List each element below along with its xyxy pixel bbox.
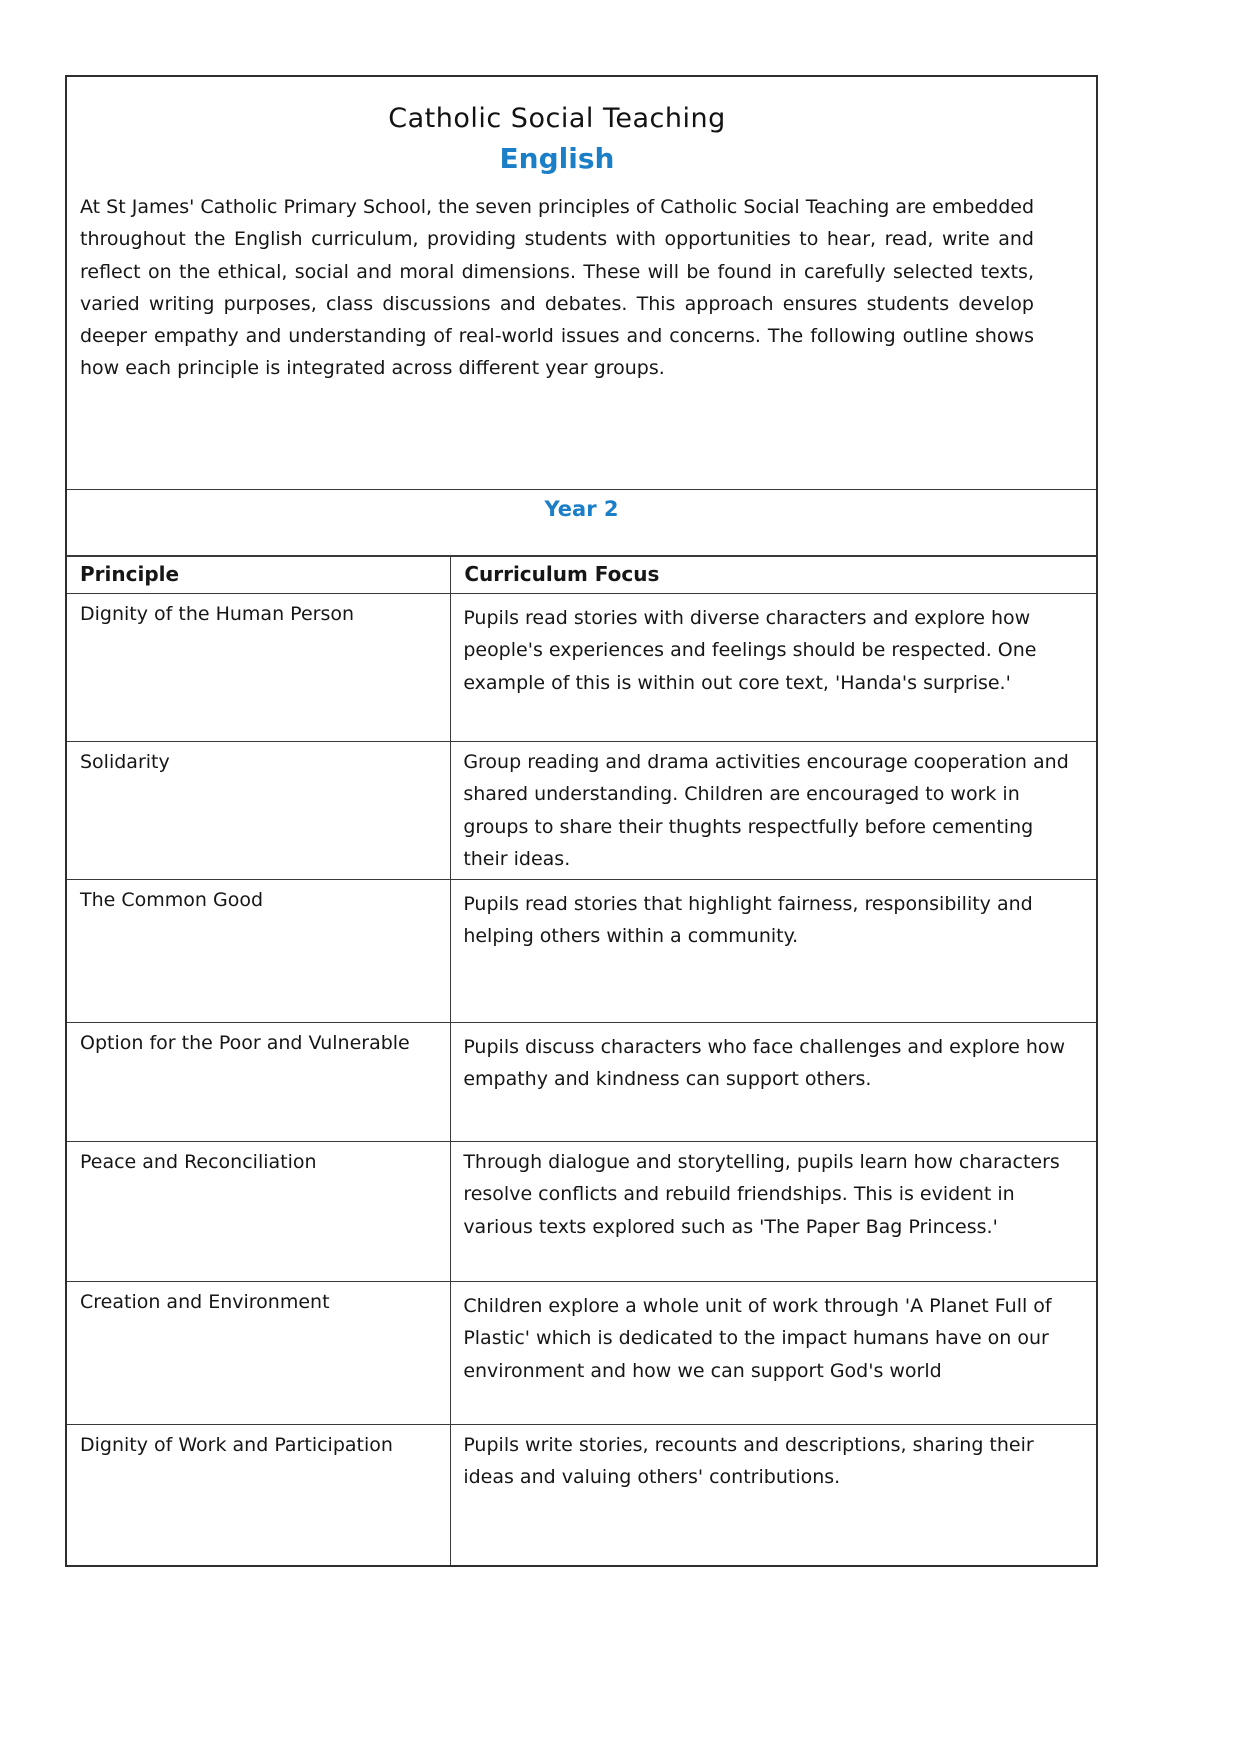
year-group-label: Year 2 [544,497,619,521]
principle-cell: Peace and Reconciliation [67,1142,451,1282]
principle-cell: Solidarity [67,742,451,880]
table-row [67,880,1096,1023]
curriculum-table [67,556,1096,1565]
principle-cell: Creation and Environment [67,1282,451,1425]
document-frame [65,75,1098,1567]
table-row [67,1142,1096,1282]
curriculum-focus-cell: Through dialogue and storytelling, pupils learn how characters resolve conflicts and rebuild friendships. This is evident in various texts explored such as 'The Paper Bag Princess.' [451,1142,1096,1282]
curriculum-focus-cell: Pupils read stories with diverse characters and explore how people's experiences and feelings should be respected. One example of this is within out core text, 'Handa's surprise.' [451,594,1096,742]
table-row [67,1282,1096,1425]
table-header-row [67,557,1096,594]
table-row [67,1425,1096,1565]
column-header-curriculum-focus: Curriculum Focus [451,557,1096,594]
principle-cell: Option for the Poor and Vulnerable [67,1023,451,1142]
intro-paragraph: At St James' Catholic Primary School, the seven principles of Catholic Social Teaching are embedded throughout the English curriculum, providing students with opportunities to hear, read, write and reflect on the ethical, social and moral dimensions. These will be found in carefully selected texts, varied writing purposes, class discussions and debates. This approach ensures students develop deeper empathy and understanding of real-world issues and concerns. The following outline shows how each principle is integrated across different year groups. [80,196,1034,380]
principle-cell: Dignity of the Human Person [67,594,451,742]
document-title: Catholic Social Teaching [388,103,726,134]
principle-cell: The Common Good [67,880,451,1023]
table-row [67,594,1096,742]
curriculum-focus-cell: Group reading and drama activities encourage cooperation and shared understanding. Children are encouraged to work in groups to share their thughts respectfully before cementing their ideas. [451,742,1096,880]
document-subject-title: English [499,142,615,175]
document-header [67,77,1096,490]
table-row [67,1023,1096,1142]
curriculum-focus-cell: Pupils write stories, recounts and descriptions, sharing their ideas and valuing others' contributions. [451,1425,1096,1565]
year-group-band [67,490,1096,556]
column-header-principle: Principle [67,557,451,594]
curriculum-focus-cell: Pupils read stories that highlight fairness, responsibility and helping others within a community. [451,880,1096,1023]
curriculum-focus-cell: Children explore a whole unit of work through 'A Planet Full of Plastic' which is dedicated to the impact humans have on our environment and how we can support God's world [451,1282,1096,1425]
curriculum-focus-cell: Pupils discuss characters who face challenges and explore how empathy and kindness can support others. [451,1023,1096,1142]
principle-cell: Dignity of Work and Participation [67,1425,451,1565]
table-row [67,742,1096,880]
